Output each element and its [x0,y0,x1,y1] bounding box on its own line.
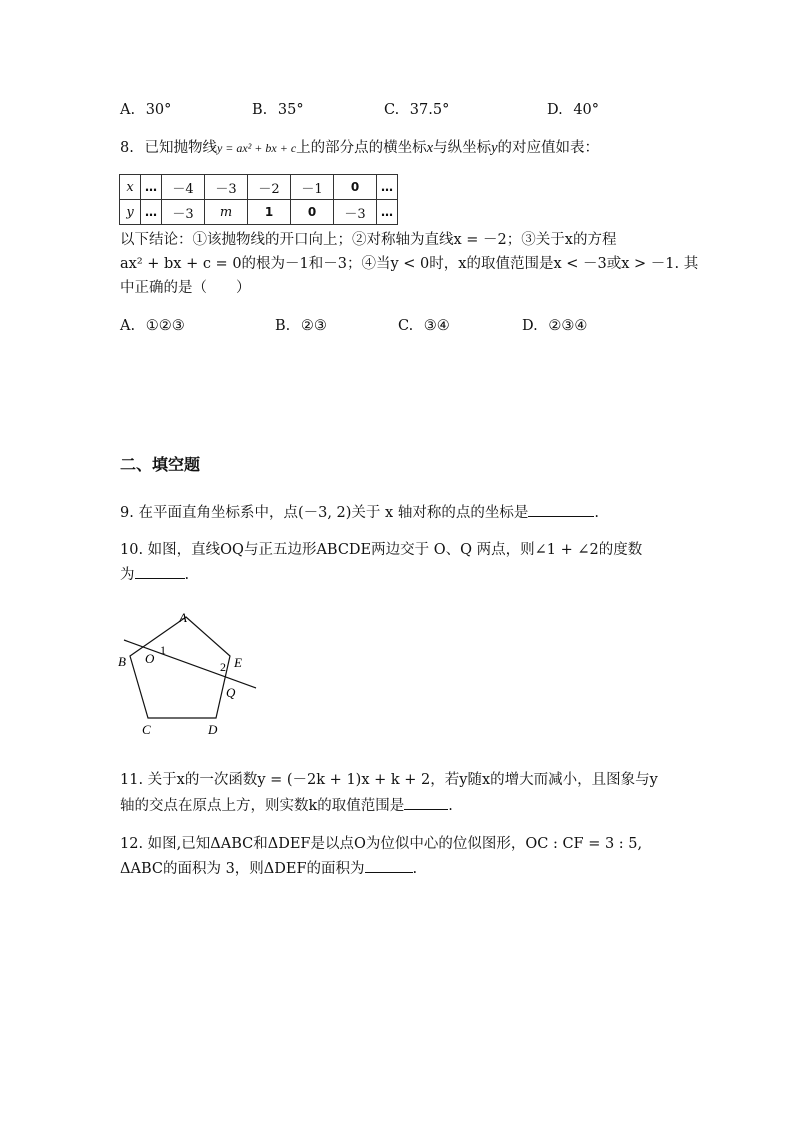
stem-text: 为 [120,567,135,583]
stem-text: ΔABC的面积为 3，则ΔDEF的面积为 [120,861,365,877]
answer-blank[interactable] [135,564,185,579]
section-heading: 二、填空题 [120,455,201,474]
table-row-x [120,175,398,200]
option-text: 40° [573,102,600,118]
table-cell: … [141,175,162,200]
value-table [119,174,398,225]
stem-text: 9. 在平面直角坐标系中，点(－3, 2)关于 x 轴对称的点的坐标是 [120,505,529,521]
q11-line-1: 11. 关于x的一次函数y = (－2k + 1)x + k + 2，若y随x的增大而减小，且图象与y [120,772,658,788]
stem-text: 已知抛物线 [144,140,217,156]
table-cell: －1 [291,175,334,200]
q8-option-c [398,316,450,336]
label-c: C [142,722,151,737]
answer-blank[interactable] [404,795,448,810]
angle-1-label: 1 [160,643,166,657]
stem-text: 的对应值如表： [497,140,600,156]
q8-option-d [522,316,587,336]
angle-2-label: 2 [220,660,226,674]
q12-line-1: 12. 如图,已知ΔABC和ΔDEF是以点O为位似中心的位似图形，OC : CF = 3 : 5, [120,836,643,852]
q11-line-2 [120,795,453,816]
table-cell: －3 [205,175,248,200]
table-row-y [120,200,398,225]
stem-text: 上的部分点的横坐标 [296,140,427,156]
stem-end: . [184,567,190,583]
q7-option-b [252,100,304,120]
q8-conclusion-line-3: 中正确的是（ ） [120,280,251,296]
question-number: 8. [120,140,134,156]
label-q: Q [226,685,236,700]
table-cell: x [120,175,141,200]
stem-end: . [594,505,599,521]
option-letter: A. [120,102,136,118]
q7-option-a [120,100,171,120]
option-letter: B. [275,318,291,334]
option-text: ②③ [300,318,327,334]
label-o: O [145,651,155,666]
q7-option-c [384,100,449,120]
table-cell: 0 [291,200,334,225]
option-text: 35° [277,102,304,118]
q12-line-2 [120,858,417,879]
stem-end: . [412,861,418,877]
label-e: E [234,655,242,670]
stem-text: 与纵坐标 [433,140,492,156]
label-d: D [208,722,218,737]
option-text: 37.5° [409,102,450,118]
q8-option-b [275,316,327,336]
q10-line-1: 10. 如图，直线OQ与正五边形ABCDE两边交于 O、Q 两点，则∠1 + ∠2的度数 [120,542,643,558]
stem-end: . [448,798,453,814]
table-cell: －3 [334,200,377,225]
option-text: ③④ [423,318,450,334]
table-cell: y [120,200,141,225]
table-cell: －4 [162,175,205,200]
option-letter: A. [120,318,136,334]
table-cell: … [377,200,398,225]
variable: y [491,140,498,156]
pentagon-outline [130,617,230,718]
stem-text: 轴的交点在原点上方，则实数k的取值范围是 [120,798,405,814]
table-cell: … [141,200,162,225]
table-cell: … [377,175,398,200]
label-b: B [118,654,126,669]
q8-conclusion-line-2: ax² + bx + c = 0的根为－1和－3；④当y < 0时，x的取值范围是x < －3或x > －1. 其 [120,256,699,272]
q8-stem [120,138,599,158]
option-letter: D. [547,102,563,118]
option-letter: C. [384,102,400,118]
table-cell: m [205,200,248,225]
table-cell: －2 [248,175,291,200]
label-a: A [179,610,187,625]
q10-line-2 [120,564,189,585]
pentagon-figure [110,605,270,745]
table-cell: －3 [162,200,205,225]
option-letter: D. [522,318,538,334]
table-cell: 0 [334,175,377,200]
answer-blank[interactable] [365,858,413,873]
table-cell: 1 [248,200,291,225]
variable: x [426,140,434,156]
option-text: ①②③ [145,318,185,334]
q9-stem [120,502,599,523]
formula: y = ax² + bx + c [216,141,297,155]
option-letter: C. [398,318,414,334]
q7-option-d [547,100,599,120]
option-letter: B. [252,102,268,118]
answer-blank[interactable] [528,502,594,517]
option-text: ②③④ [548,318,588,334]
option-text: 30° [145,102,172,118]
q8-option-a [120,316,185,336]
q8-conclusion-line-1: 以下结论：①该抛物线的开口向上；②对称轴为直线x = －2；③关于x的方程 [120,232,617,248]
